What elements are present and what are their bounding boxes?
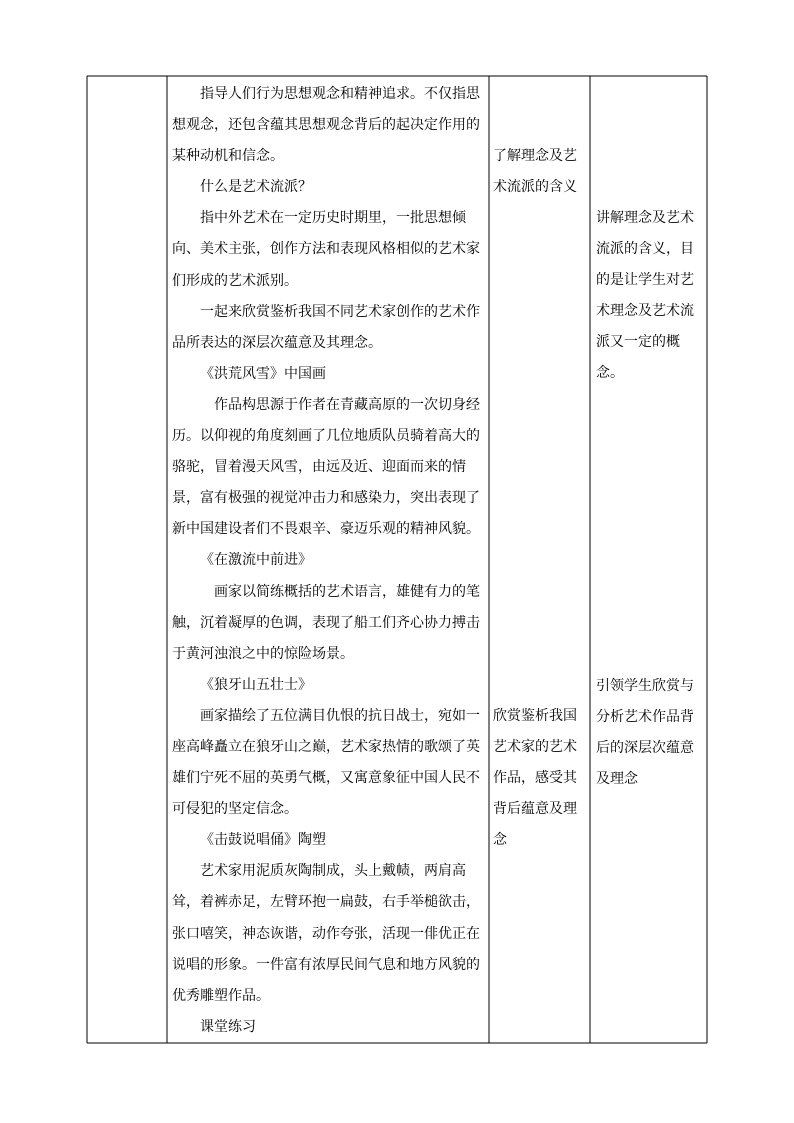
teaching-content-column — [172, 79, 484, 1043]
paragraph-art-school-definition: 指中外艺术在一定历史时期里，一批思想倾向、美术主张，创作方法和表现风格相似的艺术家们形成的艺术派别。 — [172, 210, 480, 289]
paragraph-concept-definition: 指导人们行为思想观念和精神追求。不仅指思想观念，还包含蕴其思想观念背后的起决定作用的某种动机和信念。 — [172, 86, 480, 165]
artwork-description-honghuang: 作品构思源于作者在青藏高原的一次切身经历。以仰视的角度刻画了几位地质队员骑着高大的骆驼，冒着漫天风雪，由远及近、迎面而来的情景，富有极强的视觉冲击力和感染力，突出表现了新中国建设者们不畏艰辛、豪迈乐观的精神风貌。 — [172, 396, 480, 538]
artwork-description-langyashan: 画家描绘了五位满目仇恨的抗日战士，宛如一座高峰矗立在狼牙山之巅，艺术家热情的歌颂了英雄们宁死不屈的英勇气概，又寓意象征中国人民不可侵犯的坚定信念。 — [172, 707, 480, 818]
paragraph-question-art-school: 什么是艺术流派？ — [200, 179, 312, 196]
section-title-practice: 课堂练习 — [200, 1018, 256, 1035]
design-intent-text: 讲解理念及艺术流派的含义，目的是让学生对艺术理念及艺术流派又一定的概念。 — [596, 210, 694, 382]
paragraph-appreciation-intro: 一起来欣赏鉴析我国不同艺术家创作的艺术作品所表达的深层次蕴意及其理念。 — [172, 303, 480, 351]
student-activity-text: 了解理念及艺术流派的含义 — [493, 148, 577, 196]
artwork-title-jiliu: 《在激流中前进》 — [200, 552, 312, 569]
design-intent-cell-1 — [596, 203, 704, 390]
student-activity-cell-2 — [493, 701, 585, 856]
artwork-title-langyashan: 《狼牙山五壮士》 — [200, 676, 312, 693]
design-intent-text: 引领学生欣赏与分析艺术作品背后的深层次蕴意及理念 — [596, 678, 694, 788]
design-intent-cell-2 — [596, 671, 704, 795]
student-activity-text: 欣赏鉴析我国艺术家的艺术作品，感受其背后蕴意及理念 — [493, 708, 577, 849]
student-activity-cell-1 — [493, 141, 585, 203]
artwork-title-jigu: 《击鼓说唱俑》陶塑 — [200, 832, 326, 849]
artwork-description-jiliu: 画家以简练概括的艺术语言，雄健有力的笔触，沉着凝厚的色调，表现了船工们齐心协力搏击于黄河浊浪之中的惊险场景。 — [172, 583, 480, 662]
artwork-description-jigu: 艺术家用泥质灰陶制成，头上戴帻，两肩高耸，着裤赤足，左臂环抱一扁鼓，右手举槌欲击，张口嘻笑，神态诙谐，动作夸张，活现一俳优正在说唱的形象。一件富有浓厚民间气息和地方风貌的优秀雕塑作品。 — [172, 863, 480, 1004]
artwork-title-honghuang: 《洪荒风雪》中国画 — [200, 365, 326, 382]
